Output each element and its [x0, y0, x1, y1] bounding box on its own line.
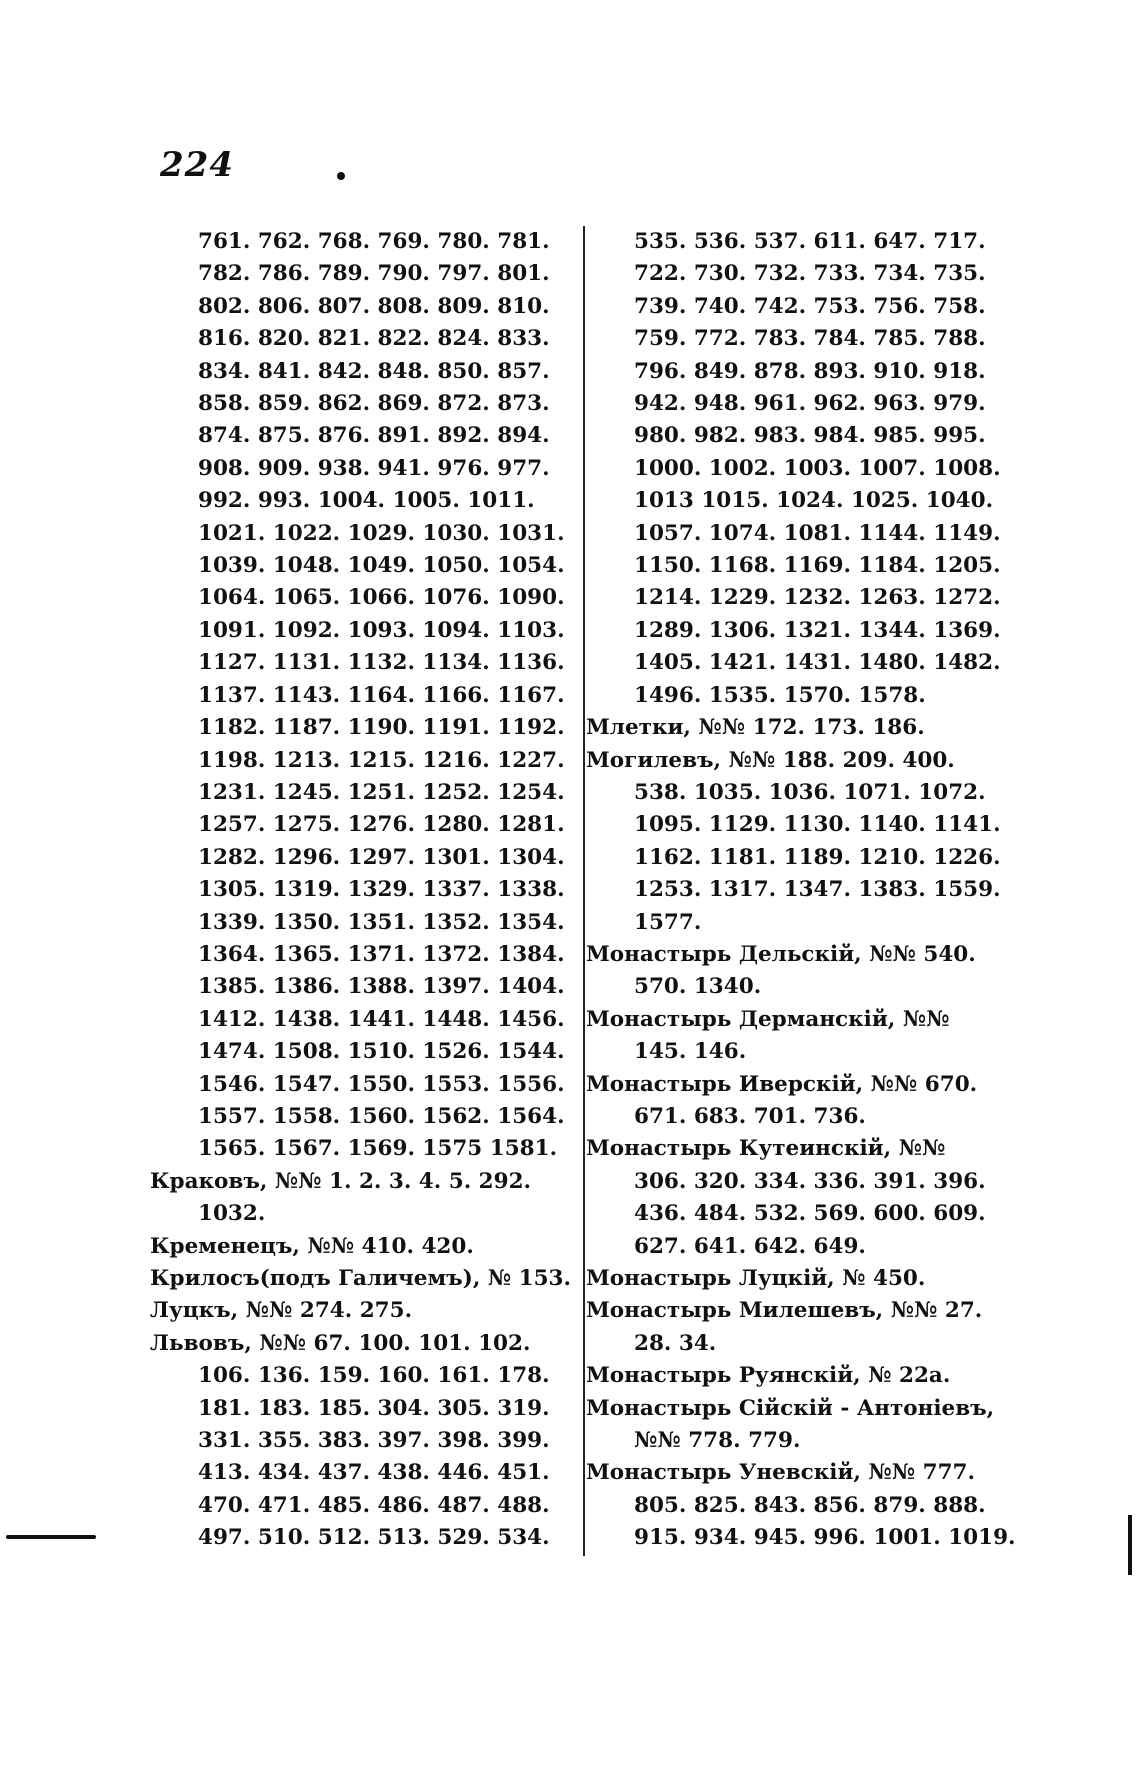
index-entry-heading: Монастырь Луцкій, № 450.	[586, 1266, 926, 1291]
index-entry-heading: Луцкъ, №№ 274. 275.	[150, 1298, 413, 1324]
index-entry-numbers: 759. 772. 783. 784. 785. 788.	[634, 326, 986, 352]
index-entry-numbers: 1253. 1317. 1347. 1383. 1559.	[634, 877, 1001, 903]
index-entry-numbers: 1231. 1245. 1251. 1252. 1254.	[198, 779, 565, 805]
index-entry-numbers: 1000. 1002. 1003. 1007. 1008.	[634, 455, 1001, 481]
index-entry-numbers: 1150. 1168. 1169. 1184. 1205.	[634, 553, 1001, 579]
index-entry-numbers: 538. 1035. 1036. 1071. 1072.	[634, 779, 986, 805]
index-entry-numbers: 1364. 1365. 1371. 1372. 1384.	[198, 941, 565, 967]
index-entry-heading: Краковъ, №№ 1. 2. 3. 4. 5. 292.	[150, 1168, 532, 1194]
index-entry-numbers: 470. 471. 485. 486. 487. 488.	[198, 1492, 550, 1518]
index-entry-numbers: 1198. 1213. 1215. 1216. 1227.	[198, 747, 565, 773]
index-entry-numbers: 1339. 1350. 1351. 1352. 1354.	[198, 909, 565, 935]
index-entry-numbers: 1032.	[198, 1201, 266, 1227]
index-entry-numbers: 1162. 1181. 1189. 1210. 1226.	[634, 844, 1001, 870]
ink-edge-mark	[1128, 1515, 1132, 1575]
index-entry-numbers: 802. 806. 807. 808. 809. 810.	[198, 293, 550, 319]
index-entry-heading: Могилевъ, №№ 188. 209. 400.	[586, 747, 955, 773]
right-column	[586, 226, 1016, 1555]
index-entry-heading: Монастырь Сійскій - Антоніевъ,	[586, 1395, 995, 1421]
index-entry-numbers: 671. 683. 701. 736.	[634, 1103, 866, 1129]
index-entry-numbers: 413. 434. 437. 438. 446. 451.	[198, 1460, 550, 1486]
index-entry-numbers: 306. 320. 334. 336. 391. 396.	[634, 1168, 986, 1194]
index-entry-numbers: 1405. 1421. 1431. 1480. 1482.	[634, 650, 1001, 676]
index-entry-numbers: 1474. 1508. 1510. 1526. 1544.	[198, 1039, 565, 1065]
index-entry-numbers: 1496. 1535. 1570. 1578.	[634, 682, 926, 708]
index-entry-numbers: 761. 762. 768. 769. 780. 781.	[198, 229, 550, 254]
index-entry-heading: Крилосъ(подъ Галичемъ), № 153.	[150, 1266, 572, 1291]
index-entry-heading: Монастырь Дельскій, №№ 540.	[586, 941, 976, 967]
index-entry-numbers: 805. 825. 843. 856. 879. 888.	[634, 1492, 986, 1518]
page-number: 224	[160, 145, 234, 185]
index-entry-numbers: 1091. 1092. 1093. 1094. 1103.	[198, 617, 565, 643]
index-entry-numbers: 1095. 1129. 1130. 1140. 1141.	[634, 812, 1001, 838]
index-entry-numbers: 1305. 1319. 1329. 1337. 1338.	[198, 877, 565, 903]
index-entry-numbers: 1214. 1229. 1232. 1263. 1272.	[634, 585, 1001, 611]
index-entry-numbers: 106. 136. 159. 160. 161. 178.	[198, 1363, 550, 1389]
index-entry-numbers: 1039. 1048. 1049. 1050. 1054.	[198, 553, 565, 579]
index-entry-numbers: 1127. 1131. 1132. 1134. 1136.	[198, 650, 565, 676]
index-entry-numbers: 1577.	[634, 909, 702, 935]
index-entry-numbers: 722. 730. 732. 733. 734. 735.	[634, 261, 986, 287]
index-entry-numbers: 1546. 1547. 1550. 1553. 1556.	[198, 1071, 565, 1097]
index-entry-heading: Кременецъ, №№ 410. 420.	[150, 1233, 474, 1259]
index-entry-heading: Монастырь Дерманскій, №№	[586, 1006, 950, 1032]
index-entry-numbers: 1385. 1386. 1388. 1397. 1404.	[198, 974, 565, 1000]
index-entry-numbers: 497. 510. 512. 513. 529. 534.	[198, 1525, 550, 1551]
ink-dot	[337, 172, 345, 180]
index-entry-numbers: 181. 183. 185. 304. 305. 319.	[198, 1395, 550, 1421]
index-entry-numbers: 1013 1015. 1024. 1025. 1040.	[634, 488, 994, 514]
index-entry-heading: Монастырь Уневскій, №№ 777.	[586, 1460, 975, 1486]
index-entry-numbers: 1137. 1143. 1164. 1166. 1167.	[198, 682, 565, 708]
left-column	[150, 226, 580, 1555]
index-entry-heading: Монастырь Руянскій, № 22а.	[586, 1363, 951, 1389]
ink-dash	[6, 1535, 96, 1539]
index-entry-numbers: 739. 740. 742. 753. 756. 758.	[634, 293, 986, 319]
index-entry-numbers: 1289. 1306. 1321. 1344. 1369.	[634, 617, 1001, 643]
index-entry-numbers: 436. 484. 532. 569. 600. 609.	[634, 1201, 986, 1227]
index-entry-numbers: 570. 1340.	[634, 974, 762, 1000]
index-entry-numbers: 1182. 1187. 1190. 1191. 1192.	[198, 715, 565, 741]
index-entry-numbers: 874. 875. 876. 891. 892. 894.	[198, 423, 550, 449]
index-entry-heading: Монастырь Милешевъ, №№ 27.	[586, 1298, 983, 1324]
index-entry-numbers: 858. 859. 862. 869. 872. 873.	[198, 391, 550, 417]
index-entry-numbers: 1565. 1567. 1569. 1575 1581.	[198, 1136, 558, 1162]
index-entry-numbers: 535. 536. 537. 611. 647. 717.	[634, 229, 986, 254]
index-entry-numbers: 1557. 1558. 1560. 1562. 1564.	[198, 1103, 565, 1129]
index-entry-numbers: №№ 778. 779.	[634, 1428, 801, 1454]
index-entry-numbers: 980. 982. 983. 984. 985. 995.	[634, 423, 986, 449]
index-entry-heading: Монастырь Иверскій, №№ 670.	[586, 1071, 978, 1097]
index-entry-numbers: 782. 786. 789. 790. 797. 801.	[198, 261, 550, 287]
index-entry-numbers: 915. 934. 945. 996. 1001. 1019.	[634, 1525, 1016, 1551]
column-divider	[583, 226, 585, 1556]
index-entry-numbers: 1412. 1438. 1441. 1448. 1456.	[198, 1006, 565, 1032]
index-entry-numbers: 1057. 1074. 1081. 1144. 1149.	[634, 520, 1001, 546]
index-entry-numbers: 992. 993. 1004. 1005. 1011.	[198, 488, 535, 514]
index-entry-heading: Млетки, №№ 172. 173. 186.	[586, 715, 925, 741]
index-entry-numbers: 1282. 1296. 1297. 1301. 1304.	[198, 844, 565, 870]
index-entry-heading: Львовъ, №№ 67. 100. 101. 102.	[150, 1330, 531, 1356]
index-entry-numbers: 942. 948. 961. 962. 963. 979.	[634, 391, 986, 417]
index-entry-numbers: 331. 355. 383. 397. 398. 399.	[198, 1428, 550, 1454]
index-entry-heading: Монастырь Кутеинскій, №№	[586, 1136, 946, 1162]
index-entry-numbers: 908. 909. 938. 941. 976. 977.	[198, 455, 550, 481]
index-entry-numbers: 834. 841. 842. 848. 850. 857.	[198, 358, 550, 384]
index-entry-numbers: 145. 146.	[634, 1039, 747, 1065]
index-entry-numbers: 796. 849. 878. 893. 910. 918.	[634, 358, 986, 384]
index-entry-numbers: 816. 820. 821. 822. 824. 833.	[198, 326, 550, 352]
index-entry-numbers: 1064. 1065. 1066. 1076. 1090.	[198, 585, 565, 611]
index-entry-numbers: 1257. 1275. 1276. 1280. 1281.	[198, 812, 565, 838]
index-entry-numbers: 627. 641. 642. 649.	[634, 1233, 866, 1259]
index-entry-numbers: 1021. 1022. 1029. 1030. 1031.	[198, 520, 565, 546]
index-entry-numbers: 28. 34.	[634, 1330, 717, 1356]
